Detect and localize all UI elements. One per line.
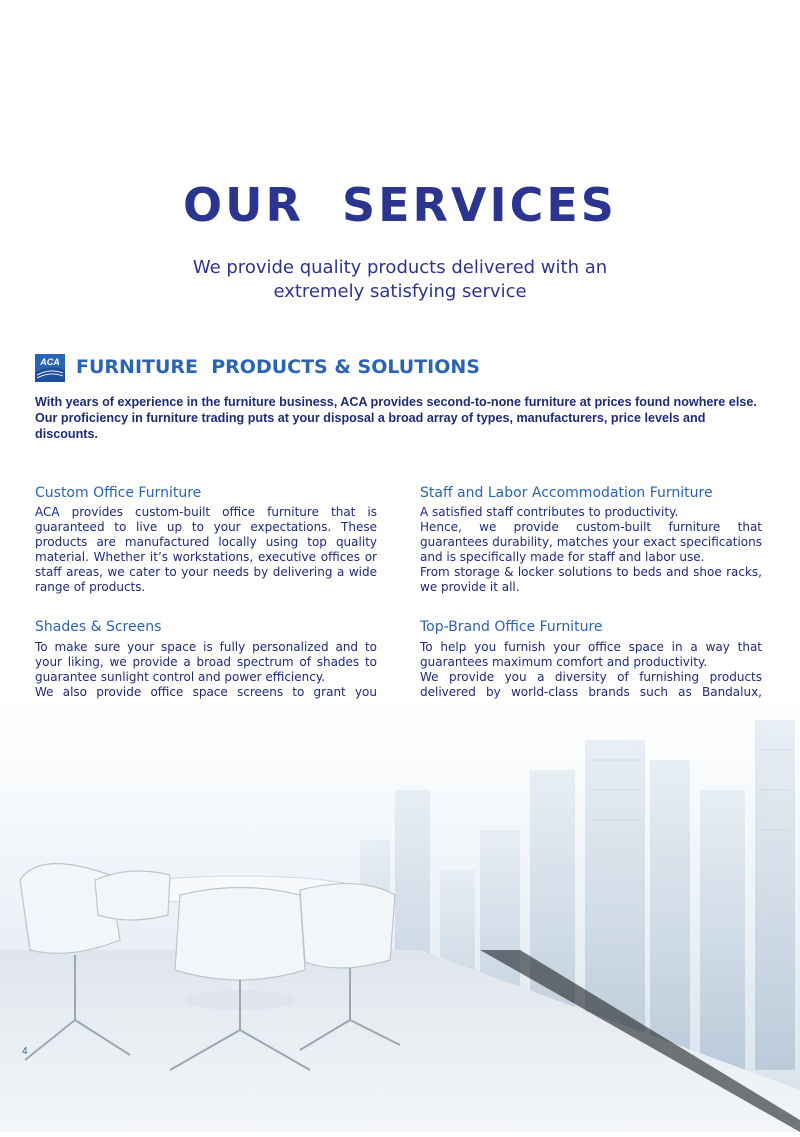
staff-labor-paragraph: From storage & locker solutions to beds and shoe racks, we provide it all. (420, 565, 762, 594)
shades-screens-paragraph: To make sure your space is fully personalized and to your liking, we provide a broad spectrum of shades to guarantee sunlight control and power efficiency. (35, 640, 377, 684)
top-brand-paragraph: To help you furnish your office space in a way that guarantees maximum comfort and productivity. (420, 640, 762, 669)
custom-office-heading: Custom Office Furniture (35, 485, 202, 501)
subtitle-line: extremely satisfying service (273, 281, 527, 302)
intro-line: With years of experience in the furniture business, ACA provides second-to-none furniture at prices found nowhere else. (35, 395, 757, 409)
page-number: 4 (22, 1046, 28, 1057)
logo-text: ACA (40, 357, 60, 367)
aca-logo-icon (35, 354, 65, 382)
subtitle (150, 256, 650, 304)
top-brand-paragraph: We provide you a diversity of furnishing products delivered by world-class brands such as Bandalux, (420, 670, 762, 699)
staff-labor-paragraph: Hence, we provide custom-built furniture that guarantees durability, matches your exact specifications and is specifically made for staff and labor use. (420, 520, 762, 564)
intro-line: Our proficiency in furniture trading puts at your disposal a broad array of types, manufacturers, price levels and discounts. (35, 411, 706, 441)
staff-labor-paragraph: A satisfied staff contributes to productivity. (420, 505, 679, 519)
staff-labor-body (420, 505, 762, 595)
office-skyline-image (0, 700, 800, 1132)
section-heading: FURNITURE PRODUCTS & SOLUTIONS (76, 356, 480, 378)
custom-office-paragraph: ACA provides custom-built office furniture that is guaranteed to live up to your expectations. These products are manufactured locally using top quality material. Whether it’s workstations, executive offices or staff areas, we cater to your needs by delivering a wide range of products. (35, 505, 377, 594)
page-title: OUR SERVICES (183, 178, 617, 232)
top-brand-heading: Top-Brand Office Furniture (420, 619, 603, 635)
intro-text (35, 394, 770, 442)
shades-screens-paragraph: We also provide office space screens to grant you (35, 685, 377, 699)
subtitle-line: We provide quality products delivered with an (192, 257, 608, 278)
shades-screens-heading: Shades & Screens (35, 619, 162, 635)
staff-labor-heading: Staff and Labor Accommodation Furniture (420, 485, 713, 501)
custom-office-body (35, 505, 377, 595)
